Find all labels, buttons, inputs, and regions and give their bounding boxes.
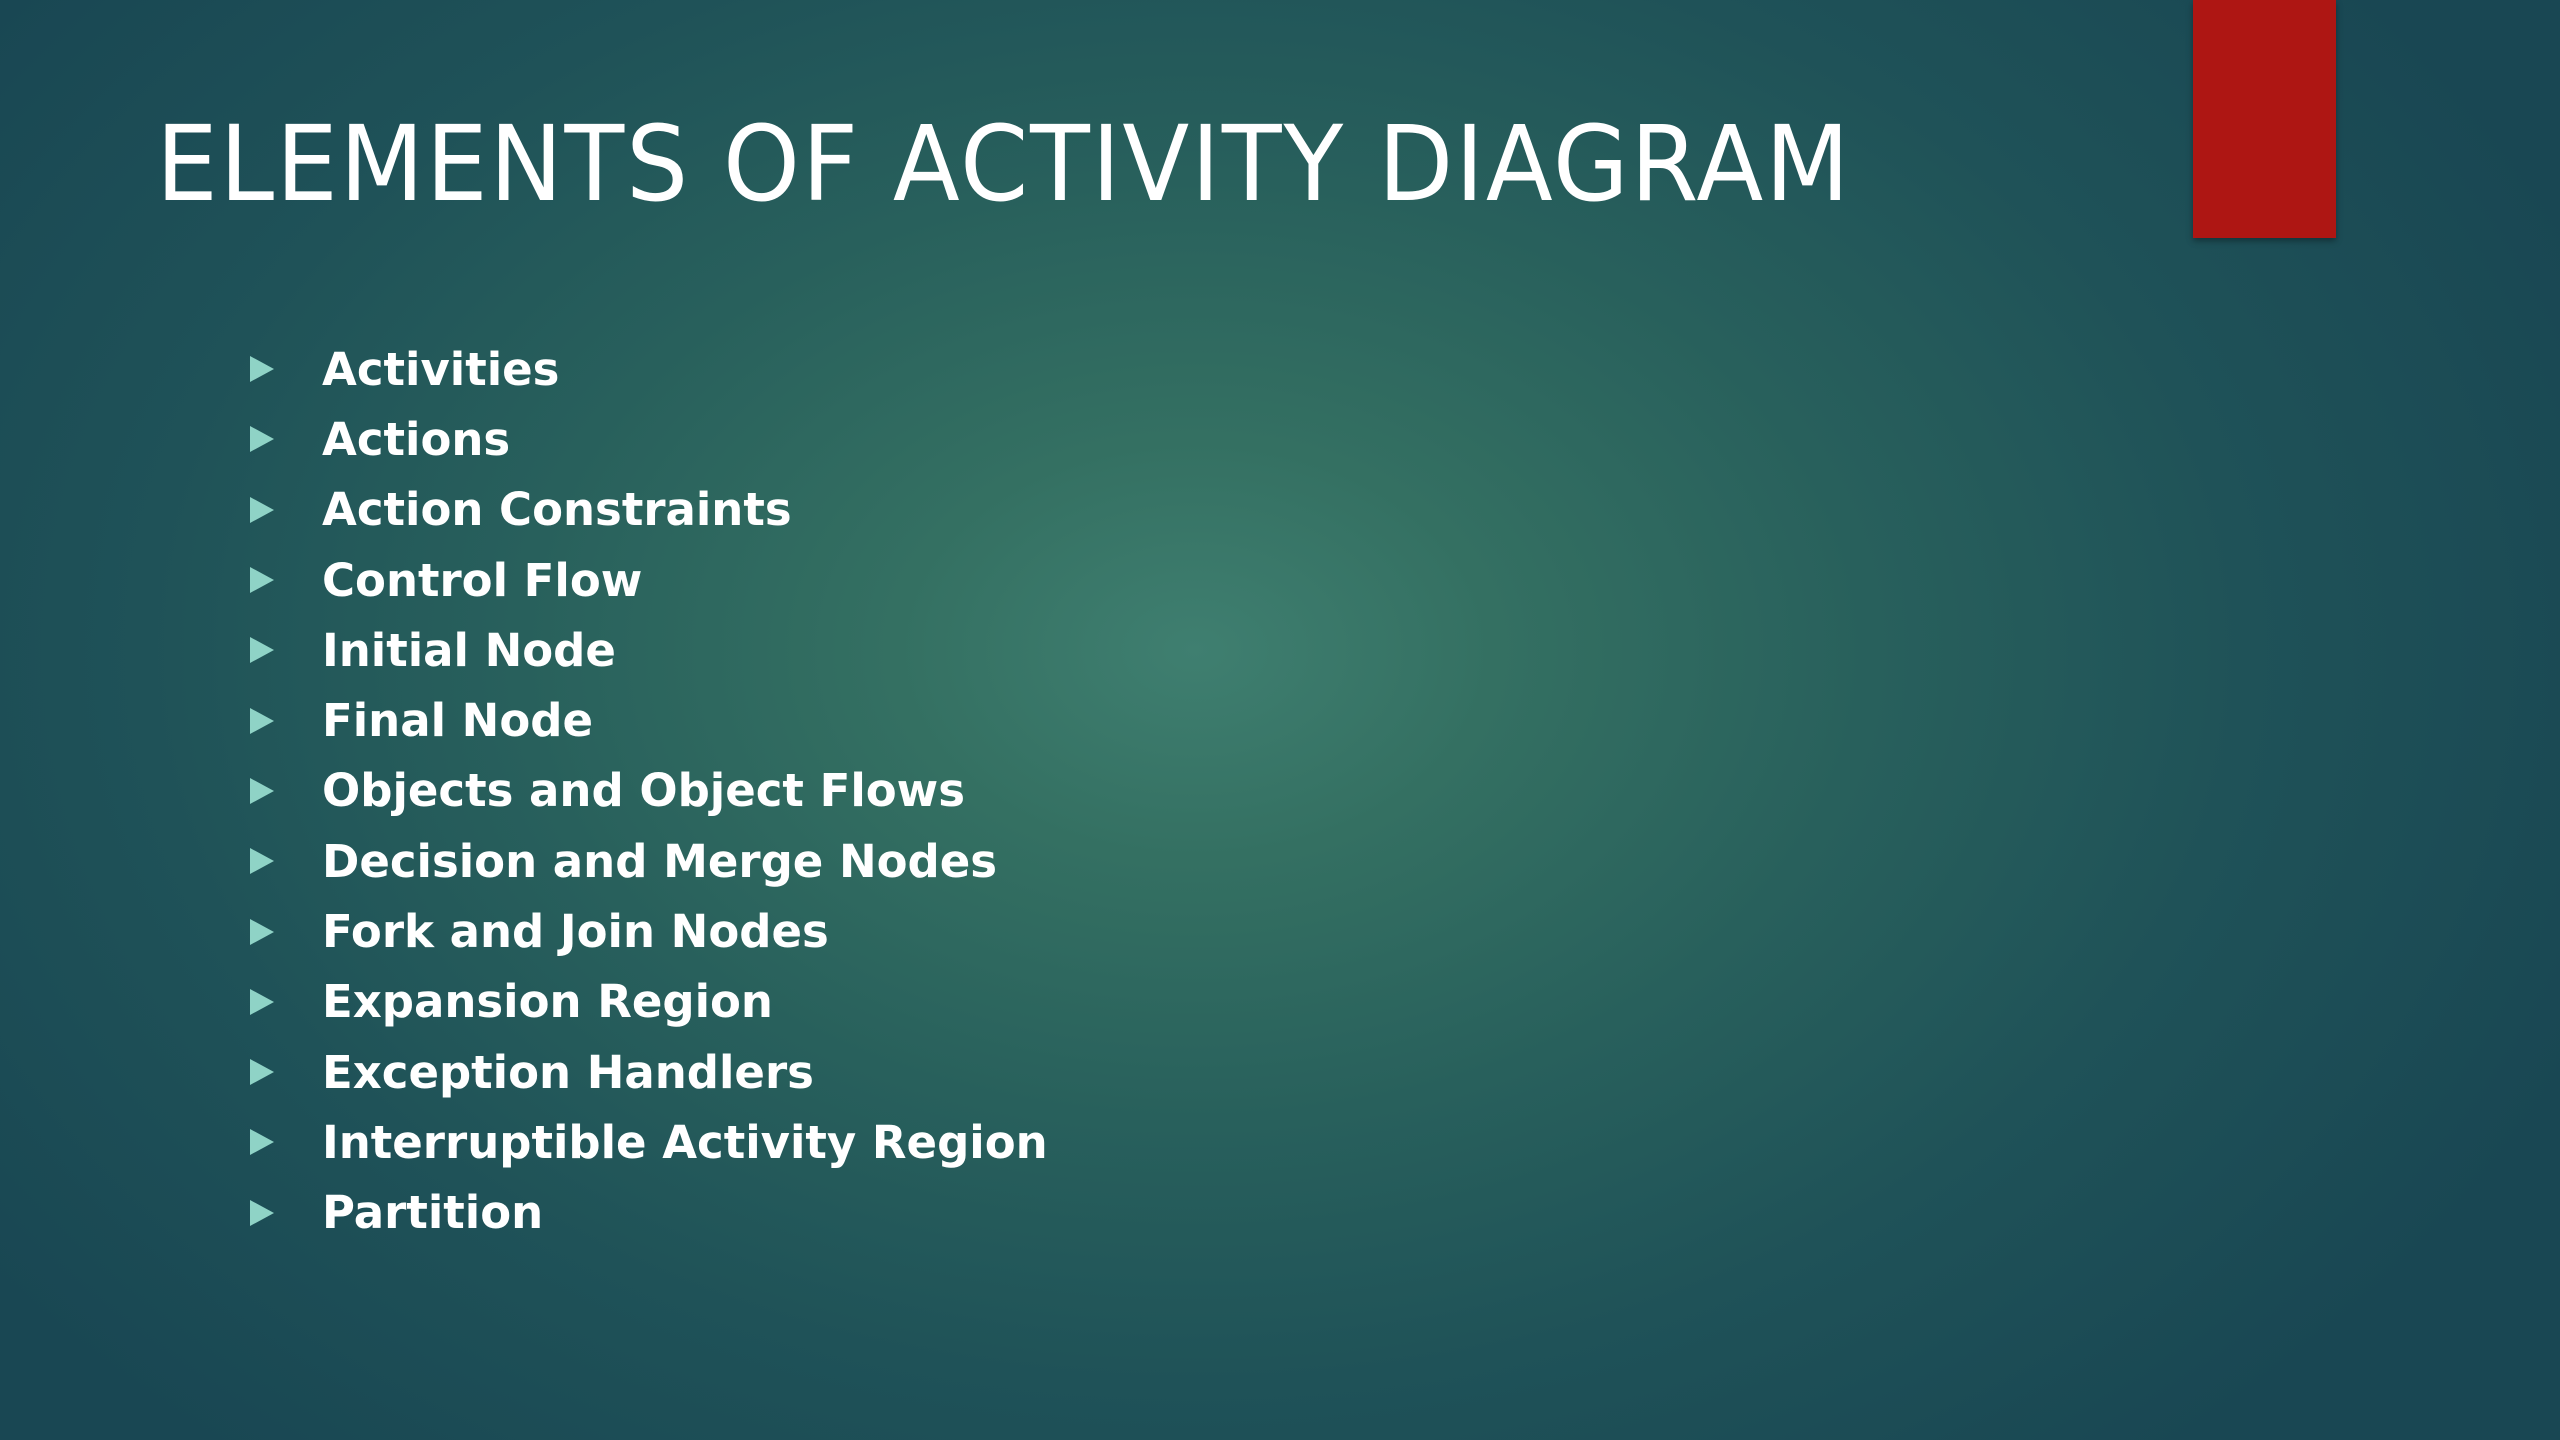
list-item [250, 826, 1048, 896]
triangle-bullet-icon [250, 1200, 274, 1226]
list-item [250, 756, 1048, 826]
bullet-text: Initial Node [322, 623, 616, 677]
list-item [250, 967, 1048, 1037]
red-accent-tab [2193, 0, 2336, 238]
bullet-text: Action Constraints [322, 483, 792, 537]
bullet-text: Activities [322, 342, 560, 396]
bullet-text: Interruptible Activity Region [322, 1115, 1048, 1169]
bullet-text: Actions [322, 412, 511, 466]
bullet-text: Fork and Join Nodes [322, 905, 829, 959]
triangle-bullet-icon [250, 1059, 274, 1085]
list-item [250, 1178, 1048, 1248]
bullet-text: Objects and Object Flows [322, 764, 966, 818]
triangle-bullet-icon [250, 497, 274, 523]
list-item [250, 404, 1048, 474]
list-item [250, 1037, 1048, 1107]
triangle-bullet-icon [250, 1129, 274, 1155]
triangle-bullet-icon [250, 919, 274, 945]
list-item [250, 545, 1048, 615]
list-item [250, 475, 1048, 545]
list-item [250, 334, 1048, 404]
triangle-bullet-icon [250, 567, 274, 593]
triangle-bullet-icon [250, 778, 274, 804]
list-item [250, 1107, 1048, 1177]
bullet-text: Final Node [322, 694, 593, 748]
bullet-text: Partition [322, 1186, 544, 1240]
triangle-bullet-icon [250, 989, 274, 1015]
triangle-bullet-icon [250, 356, 274, 382]
triangle-bullet-icon [250, 426, 274, 452]
bullet-text: Control Flow [322, 553, 643, 607]
list-item [250, 615, 1048, 685]
bullet-text: Decision and Merge Nodes [322, 834, 998, 888]
bullet-text: Expansion Region [322, 975, 773, 1029]
list-item [250, 685, 1048, 755]
slide-title: ELEMENTS OF ACTIVITY DIAGRAM [156, 103, 1852, 225]
bullet-list [250, 334, 1048, 1248]
triangle-bullet-icon [250, 848, 274, 874]
bullet-text: Exception Handlers [322, 1045, 814, 1099]
triangle-bullet-icon [250, 637, 274, 663]
triangle-bullet-icon [250, 708, 274, 734]
list-item [250, 896, 1048, 966]
